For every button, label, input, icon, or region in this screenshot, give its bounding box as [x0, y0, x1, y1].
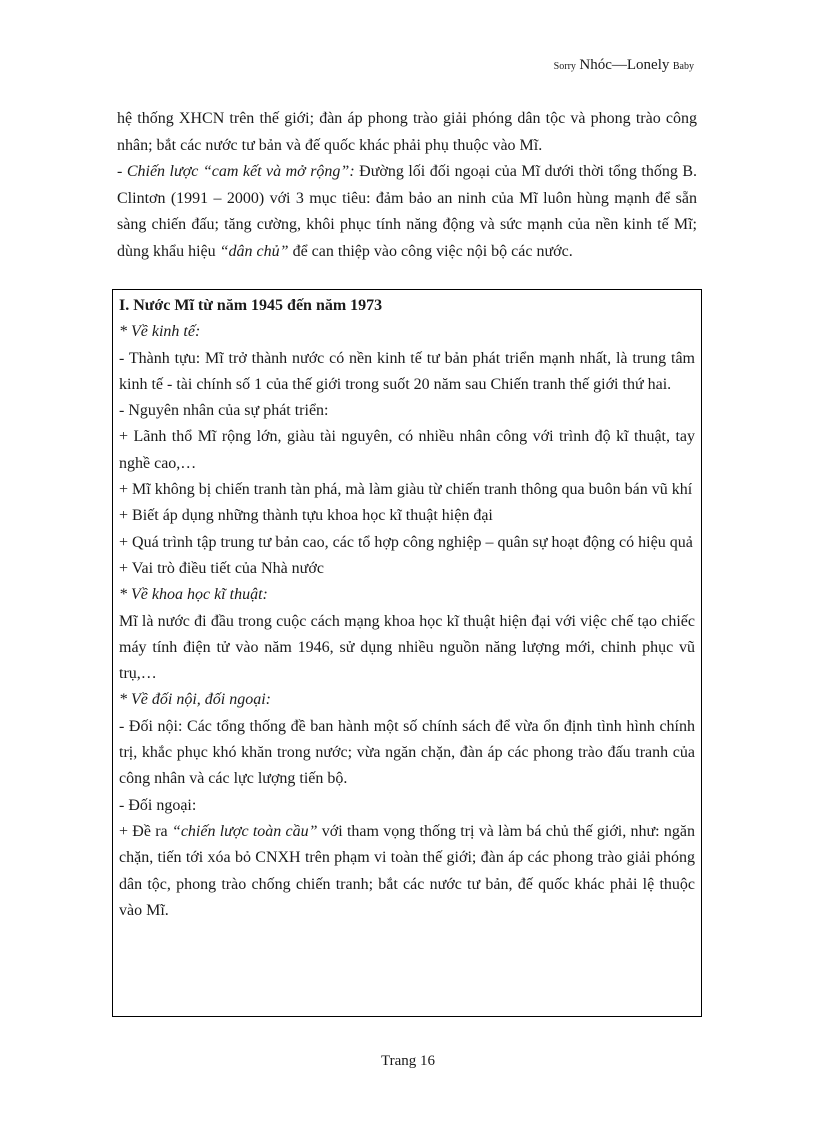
economy-cause-4: + Quá trình tập trung tư bản cao, các tổ hợp công nghiệp – quân sự hoạt động có hiệu quả — [119, 533, 693, 551]
page-header — [554, 57, 694, 74]
header-sorry: Sorry — [553, 61, 576, 72]
economy-cause-1: + Lãnh thổ Mĩ rộng lớn, giàu tài nguyên, có nhiều nhân công với trình độ kĩ thuật, tay nghề cao,… — [119, 428, 695, 472]
global-strategy-text: với tham vọng thống trị và làm bá chủ thế giới, như: ngăn chặn, tiến tới xóa bỏ CNXH trên phạm vi toàn thế giới; đàn áp các phong trào giải phóng dân tộc, phong trào chống chiến tranh; bắt các nước tư bản, đế quốc khác phải lệ thuộc vào Mĩ. — [119, 822, 695, 919]
foreign-policy-title: - Đối ngoại: — [119, 796, 197, 814]
economy-cause-3: + Biết áp dụng những thành tựu khoa học kĩ thuật hiện đại — [119, 507, 493, 525]
intro-strategy-label: Chiến lược “cam kết và mở rộng”: — [126, 163, 355, 180]
economy-achievement: - Thành tựu: Mĩ trở thành nước có nền kinh tế tư bản phát triển mạnh nhất, là trung tâm kinh tế - tài chính số 1 của thế giới trong suốt 20 năm sau Chiến tranh thế giới thứ hai. — [119, 349, 695, 393]
page-number: Trang 16 — [380, 1053, 436, 1069]
intro-tail: để can thiệp vào công việc nội bộ các nước. — [288, 242, 573, 260]
economy-cause-5: + Vai trò điều tiết của Nhà nước — [119, 559, 324, 577]
intro-lead: - — [117, 163, 127, 180]
global-strategy-quote: “chiến lược toàn cầu” — [171, 822, 318, 840]
intro-quote: “dân chủ” — [219, 242, 289, 260]
economy-cause-2: + Mĩ không bị chiến tranh tàn phá, mà làm giàu từ chiến tranh thông qua buôn bán vũ khí — [119, 481, 693, 499]
intro-paragraph-2 — [117, 159, 697, 265]
header-baby: Baby — [672, 61, 694, 72]
domestic-policy: - Đối nội: Các tổng thống đề ban hành một số chính sách để vừa ổn định tình hình chính trị, khắc phục khó khăn trong nước; vừa ngăn chặn, đàn áp các phong trào đấu tranh của công nhân và các lực lượng tiến bộ. — [119, 717, 695, 788]
intro-paragraph-1: hệ thống XHCN trên thế giới; đàn áp phong trào giải phóng dân tộc và phong trào công nhân; bắt các nước tư bản và đế quốc khác phải phụ thuộc vào Mĩ. — [117, 110, 697, 154]
foreign-policy-global-strategy — [119, 819, 695, 924]
summary-box — [112, 289, 702, 1017]
intro-text — [117, 106, 697, 265]
policy-title: * Về đối nội, đối ngoại: — [119, 691, 271, 709]
intro-strategy-text: Đường lối đối ngoại của Mĩ dưới thời tổng thống B. Clintơn (1991 – 2000) với 3 mục tiêu: đảm bảo an ninh của Mĩ luôn hùng mạnh để sẵn sàng chiến đấu; tăng cường, khôi phục tính năng động và sức mạnh của nền kinh tế Mĩ; dùng khẩu hiệu — [117, 163, 698, 260]
global-strategy-lead: + Đề ra — [119, 822, 172, 840]
section-heading: I. Nước Mĩ từ năm 1945 đến năm 1973 — [119, 297, 383, 314]
science-title: * Về khoa học kĩ thuật: — [119, 586, 268, 604]
science-text: Mĩ là nước đi đầu trong cuộc cách mạng khoa học kĩ thuật hiện đại với việc chế tạo chiếc máy tính điện tử vào năm 1946, sử dụng nhiều nguồn năng lượng mới, chinh phục vũ trụ,… — [119, 612, 695, 683]
economy-causes-title: - Nguyên nhân của sự phát triển: — [119, 402, 329, 420]
header-title: Nhóc—Lonely — [579, 57, 670, 73]
economy-title: * Về kinh tế: — [119, 323, 201, 341]
